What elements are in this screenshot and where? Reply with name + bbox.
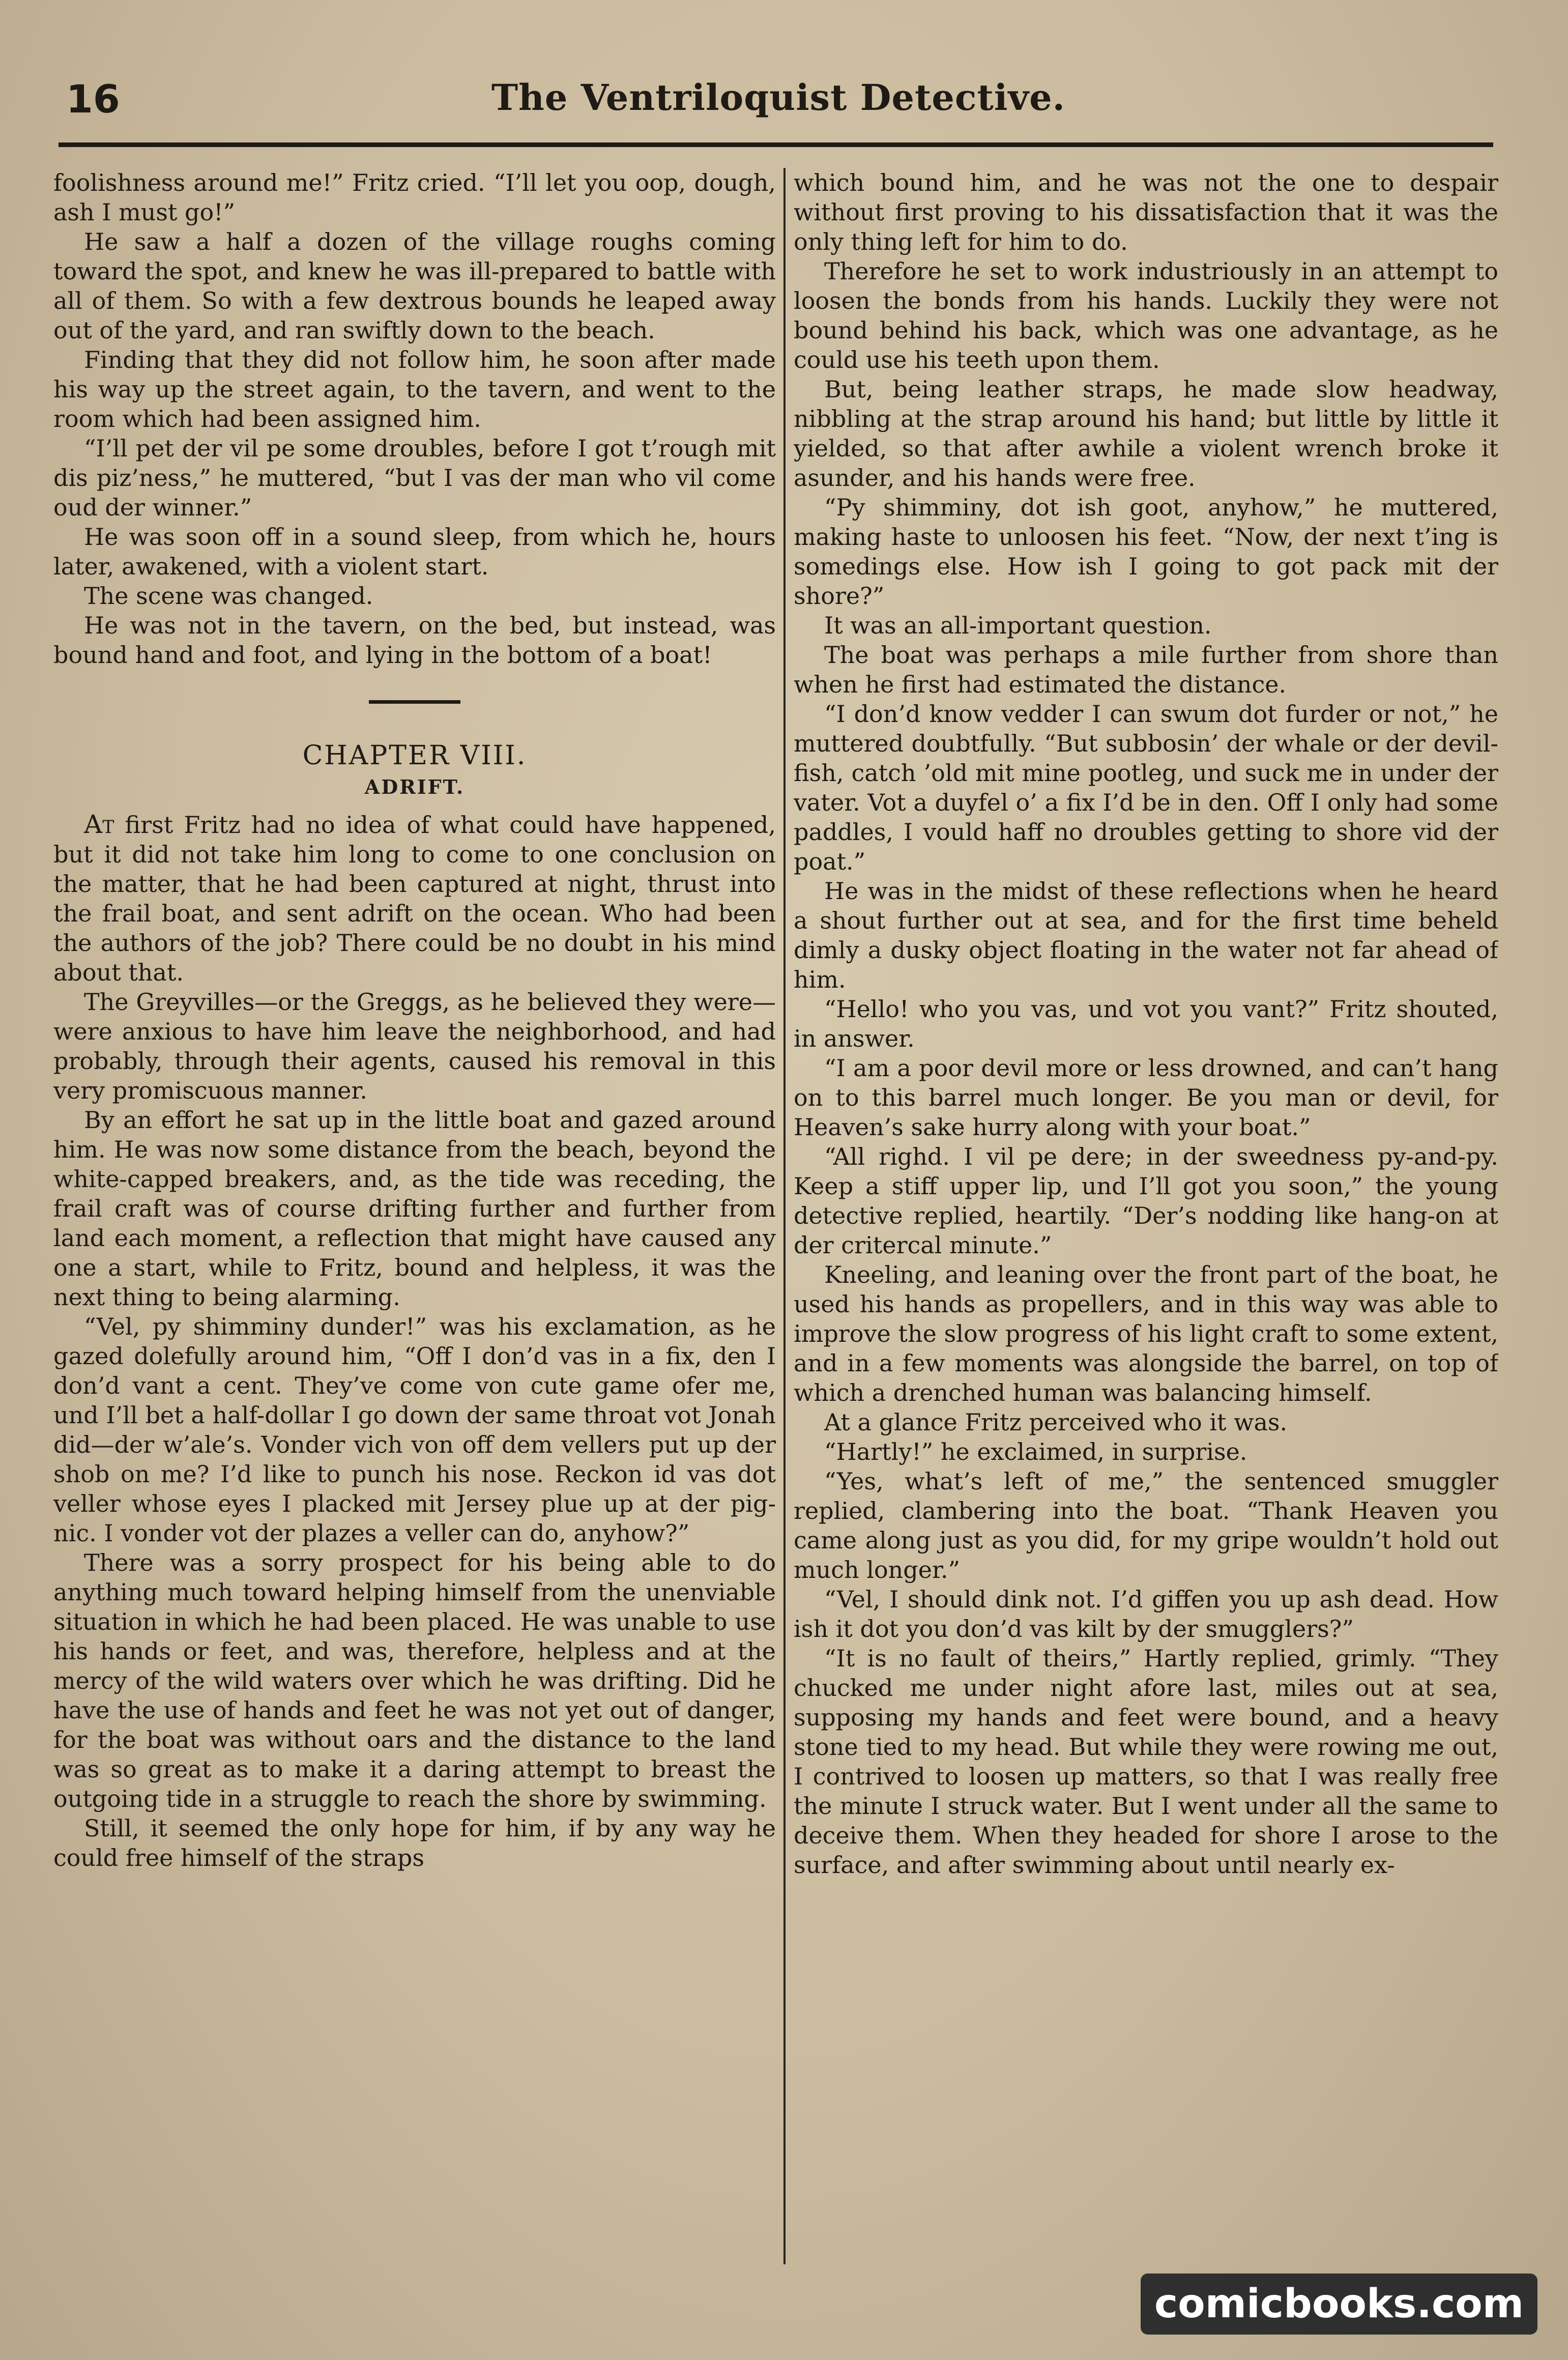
paragraph: “Vel, I should dink not. I’d giffen you up ash dead. How ish it dot you don’d vas kilt by der smugglers?” (794, 1586, 1498, 1643)
paragraph: Still, it seemed the only hope for him, if by any way he could free himself of the straps (53, 1815, 776, 1872)
paragraph: The Greyvilles—or the Greggs, as he believed they were—were anxious to have him leave the neighborhood, and had probably, through their agents, caused his removal in this very promiscuous manner. (53, 988, 776, 1104)
paragraph: “I’ll pet der vil pe some droubles, before I got t’rough mit dis piz’ness,” he muttered, “but I vas der man who vil come oud der winner.” (53, 435, 776, 521)
paragraph: “Hartly!” he exclaimed, in surprise. (824, 1438, 1247, 1465)
paragraph: At a glance Fritz perceived who it was. (824, 1408, 1288, 1436)
column-divider (783, 168, 786, 2264)
right-column (794, 168, 1498, 2280)
paragraph: There was a sorry prospect for his being able to do anything much toward helping himself from the unenviable situation in which he had been placed. He was unable to use his hands or feet, and was, therefore, helpless and at the mercy of the wild waters over which he was drifting. Did he have the use of hands and feet he was not yet out of danger, for the boat was without oars and the distance to the land was so great as to make it a daring attempt to breast the outgoing tide in a struggle to reach the shore by swimming. (53, 1549, 776, 1812)
paragraph: “I am a poor devil more or less drowned, and can’t hang on to this barrel much longer. Be you man or devil, for Heaven’s sake hurry along with your boat.” (794, 1054, 1498, 1141)
paragraph: It was an all-important question. (824, 612, 1212, 639)
section-ornament (369, 700, 460, 704)
paragraph: “All righd. I vil pe dere; in der sweedness py-and-py. Keep a stiff upper lip, und I’ll got you soon,” the young detective replied, heartily. “Der’s nodding like hang-on at der critercal minute.” (794, 1143, 1498, 1259)
opening-text: first Fritz had no idea of what could have happened, but it did not take him long to come to one conclusion on the matter, that he had been captured at night, thrust into the frail boat, and sent adrift on the ocean. Who had been the authors of the job? There could be no doubt in his mind about that. (53, 811, 776, 986)
paragraph: “Hello! who you vas, und vot you vant?” Fritz shouted, in answer. (794, 995, 1498, 1052)
paragraph: Finding that they did not follow him, he soon after made his way up the street again, to the tavern, and went to the room which had been assigned him. (53, 346, 776, 433)
paragraph: But, being leather straps, he made slow headway, nibbling at the strap around his hand; but little by little it yielded, so that after awhile a violent wrench broke it asunder, and his hands were free. (794, 376, 1498, 492)
paragraph: The boat was perhaps a mile further from shore than when he first had estimated the distance. (794, 641, 1498, 698)
left-column (53, 168, 776, 2280)
site-watermark: comicbooks.com (1141, 2273, 1537, 2335)
chapter-subtitle: ADRIFT. (364, 775, 465, 798)
paragraph: “I don’d know vedder I can swum dot furder or not,” he muttered doubtfully. “But subbosin’ der whale or der devil-fish, catch ’old mit mine pootleg, und suck me in under der vater. Vot a duyfel o’ a fix I’d be in den. Off I only had some paddles, I vould haff no droubles getting to shore vid der poat.” (794, 700, 1498, 875)
paragraph: foolishness around me!” Fritz cried. “I’ll let you oop, dough, ash I must go!” (53, 169, 776, 226)
paragraph: He was soon off in a sound sleep, from which he, hours later, awakened, with a violent start. (53, 523, 776, 580)
paragraph: Therefore he set to work industriously in an attempt to loosen the bonds from his hands. Luckily they were not bound behind his back, which was one advantage, as he could use his teeth upon them. (794, 257, 1498, 373)
chapter-opening-paragraph (53, 810, 776, 987)
chapter-title: CHAPTER VIII. (302, 740, 527, 771)
paragraph: He saw a half a dozen of the village roughs coming toward the spot, and knew he was ill-prepared to battle with all of them. So with a few dextrous bounds he leaped away out of the yard, and ran swiftly down to the beach. (53, 228, 776, 344)
header-rule (59, 142, 1493, 147)
opening-word: At (84, 810, 114, 839)
paragraph: Kneeling, and leaning over the front part of the boat, he used his hands as propellers, and in this way was able to improve the slow progress of his light craft to some extent, and in a few moments was alongside the barrel, on top of which a drenched human was balancing himself. (794, 1261, 1498, 1406)
page-number: 16 (66, 76, 120, 122)
paragraph: The scene was changed. (84, 582, 373, 610)
paragraph: “It is no fault of theirs,” Hartly replied, grimly. “They chucked me under night afore last, miles out at sea, supposing my hands and feet were bound, and a heavy stone tied to my head. But while they were rowing me out, I contrived to loosen up matters, so that I was really free the minute I struck water. But I went under all the same to deceive them. When they headed for shore I arose to the surface, and after swimming about until nearly ex- (794, 1645, 1498, 1879)
paragraph: “Py shimminy, dot ish goot, anyhow,” he muttered, making haste to unloosen his feet. “Now, der next t’ing is somedings else. How ish I going to got pack mit der shore?” (794, 494, 1498, 610)
paragraph: He was not in the tavern, on the bed, but instead, was bound hand and foot, and lying in the bottom of a boat! (53, 612, 776, 669)
paragraph: “Vel, py shimminy dunder!” was his exclamation, as he gazed dolefully around him, “Off I don’d vas in a fix, den I don’d vant a cent. They’ve come von cute game ofer me, und I’ll bet a half-dollar I go down der same throat vot Jonah did—der w’ale’s. Vonder vich von off dem vellers put up der shob on me? I’d like to punch his nose. Reckon id vas dot veller whose eyes I placked mit Jersey plue up at der pig-nic. I vonder vot der plazes a veller can do, anyhow?” (53, 1313, 776, 1547)
running-title: The Ventriloquist Detective. (491, 76, 1066, 119)
paragraph: By an effort he sat up in the little boat and gazed around him. He was now some distance from the beach, beyond the white-capped breakers, and, as the tide was receding, the frail craft was of course drifting further and further from land each moment, a reflection that might have caused any one a start, while to Fritz, bound and helpless, it was the next thing to being alarming. (53, 1106, 776, 1311)
page-header (61, 76, 1496, 137)
paragraph: He was in the midst of these reflections when he heard a shout further out at sea, and for the first time beheld dimly a dusky object floating in the water not far ahead of him. (794, 877, 1498, 993)
chapter-heading (53, 700, 776, 802)
paragraph: “Yes, what’s left of me,” the sentenced smuggler replied, clambering into the boat. “Thank Heaven you came along just as you did, for my gripe wouldn’t hold out much longer.” (794, 1467, 1498, 1584)
paragraph: which bound him, and he was not the one to despair without first proving to his dissatisfaction that it was the only thing left for him to do. (794, 169, 1498, 255)
